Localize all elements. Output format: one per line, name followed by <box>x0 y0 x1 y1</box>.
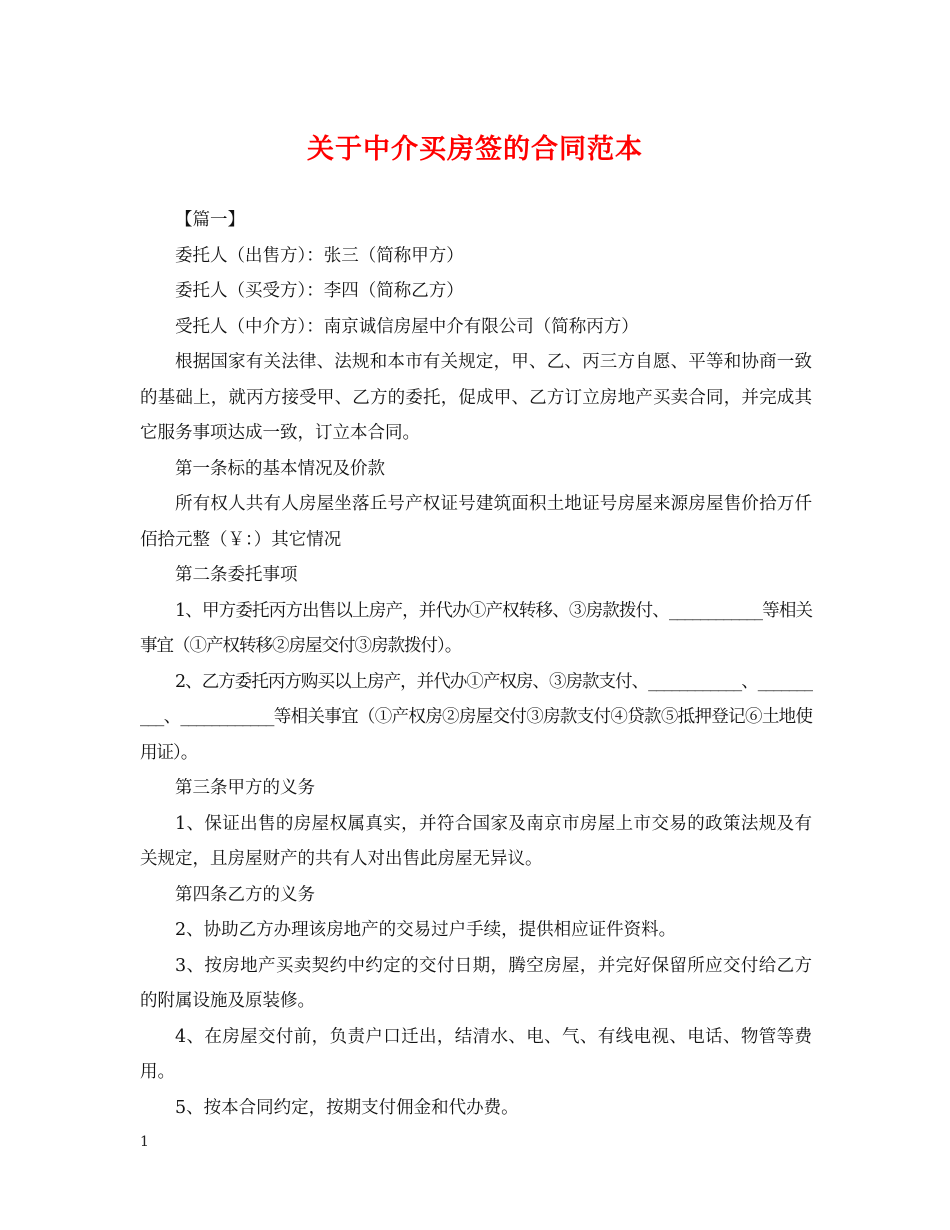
buyer-entrustment-item: 2、乙方委托丙方购买以上房产，并代办①产权房、③房款支付、____________、__________、____________等相关事宜（①产权房②房屋交付③房款支付④贷款⑤抵押登记⑥土地使用证）。 <box>140 671 812 763</box>
article-three-heading: 第三条甲方的义务 <box>175 778 315 798</box>
article-one-heading: 第一条标的基本情况及价款 <box>175 458 385 479</box>
obligation-item-2: 2、协助乙方办理该房地产的交易过户手续，提供相应证件资料。 <box>175 920 677 940</box>
page-number: 1 <box>140 1134 149 1150</box>
document-body <box>140 203 812 1126</box>
property-details-paragraph: 所有权人共有人房屋坐落丘号产权证号建筑面积土地证号房屋来源房屋售价拾万仟佰拾元整（￥：）其它情况 <box>140 494 812 550</box>
obligation-item-4: 4、在房屋交付前，负责户口迁出，结清水、电、气、有线电视、电话、物管等费用。 <box>140 1026 812 1082</box>
article-two-heading: 第二条委托事项 <box>175 565 298 585</box>
seller-obligation-item-1: 1、保证出售的房屋权属真实，并符合国家及南京市房屋上市交易的政策法规及有关规定，且房屋财产的共有人对出售此房屋无异议。 <box>140 813 812 869</box>
seller-entrustment-item: 1、甲方委托丙方出售以上房产，并代办①产权转移、③房款拨付、____________等相关事宜（①产权转移②房屋交付③房款拨付）。 <box>140 600 812 656</box>
section-heading-part-one: 【篇一】 <box>175 210 245 230</box>
agent-party-line: 受托人（中介方）：南京诚信房屋中介有限公司（简称丙方） <box>175 316 639 337</box>
seller-party-line: 委托人（出售方）：张三（简称甲方） <box>175 245 464 266</box>
obligation-item-5: 5、按本合同约定，按期支付佣金和代办费。 <box>175 1097 519 1118</box>
article-four-heading: 第四条乙方的义务 <box>175 884 315 905</box>
preamble-paragraph: 根据国家有关法律、法规和本市有关规定，甲、乙、丙三方自愿、平等和协商一致的基础上，就丙方接受甲、乙方的委托，促成甲、乙方订立房地产买卖合同，并完成其它服务事项达成一致，订立本合同。 <box>140 352 812 443</box>
obligation-item-3: 3、按房地产买卖契约中约定的交付日期，腾空房屋，并完好保留所应交付给乙方的附属设施及原装修。 <box>140 955 812 1011</box>
document-title: 关于中介买房签的合同范本 <box>307 134 643 165</box>
buyer-party-line: 委托人（买受方）：李四（简称乙方） <box>175 281 464 301</box>
